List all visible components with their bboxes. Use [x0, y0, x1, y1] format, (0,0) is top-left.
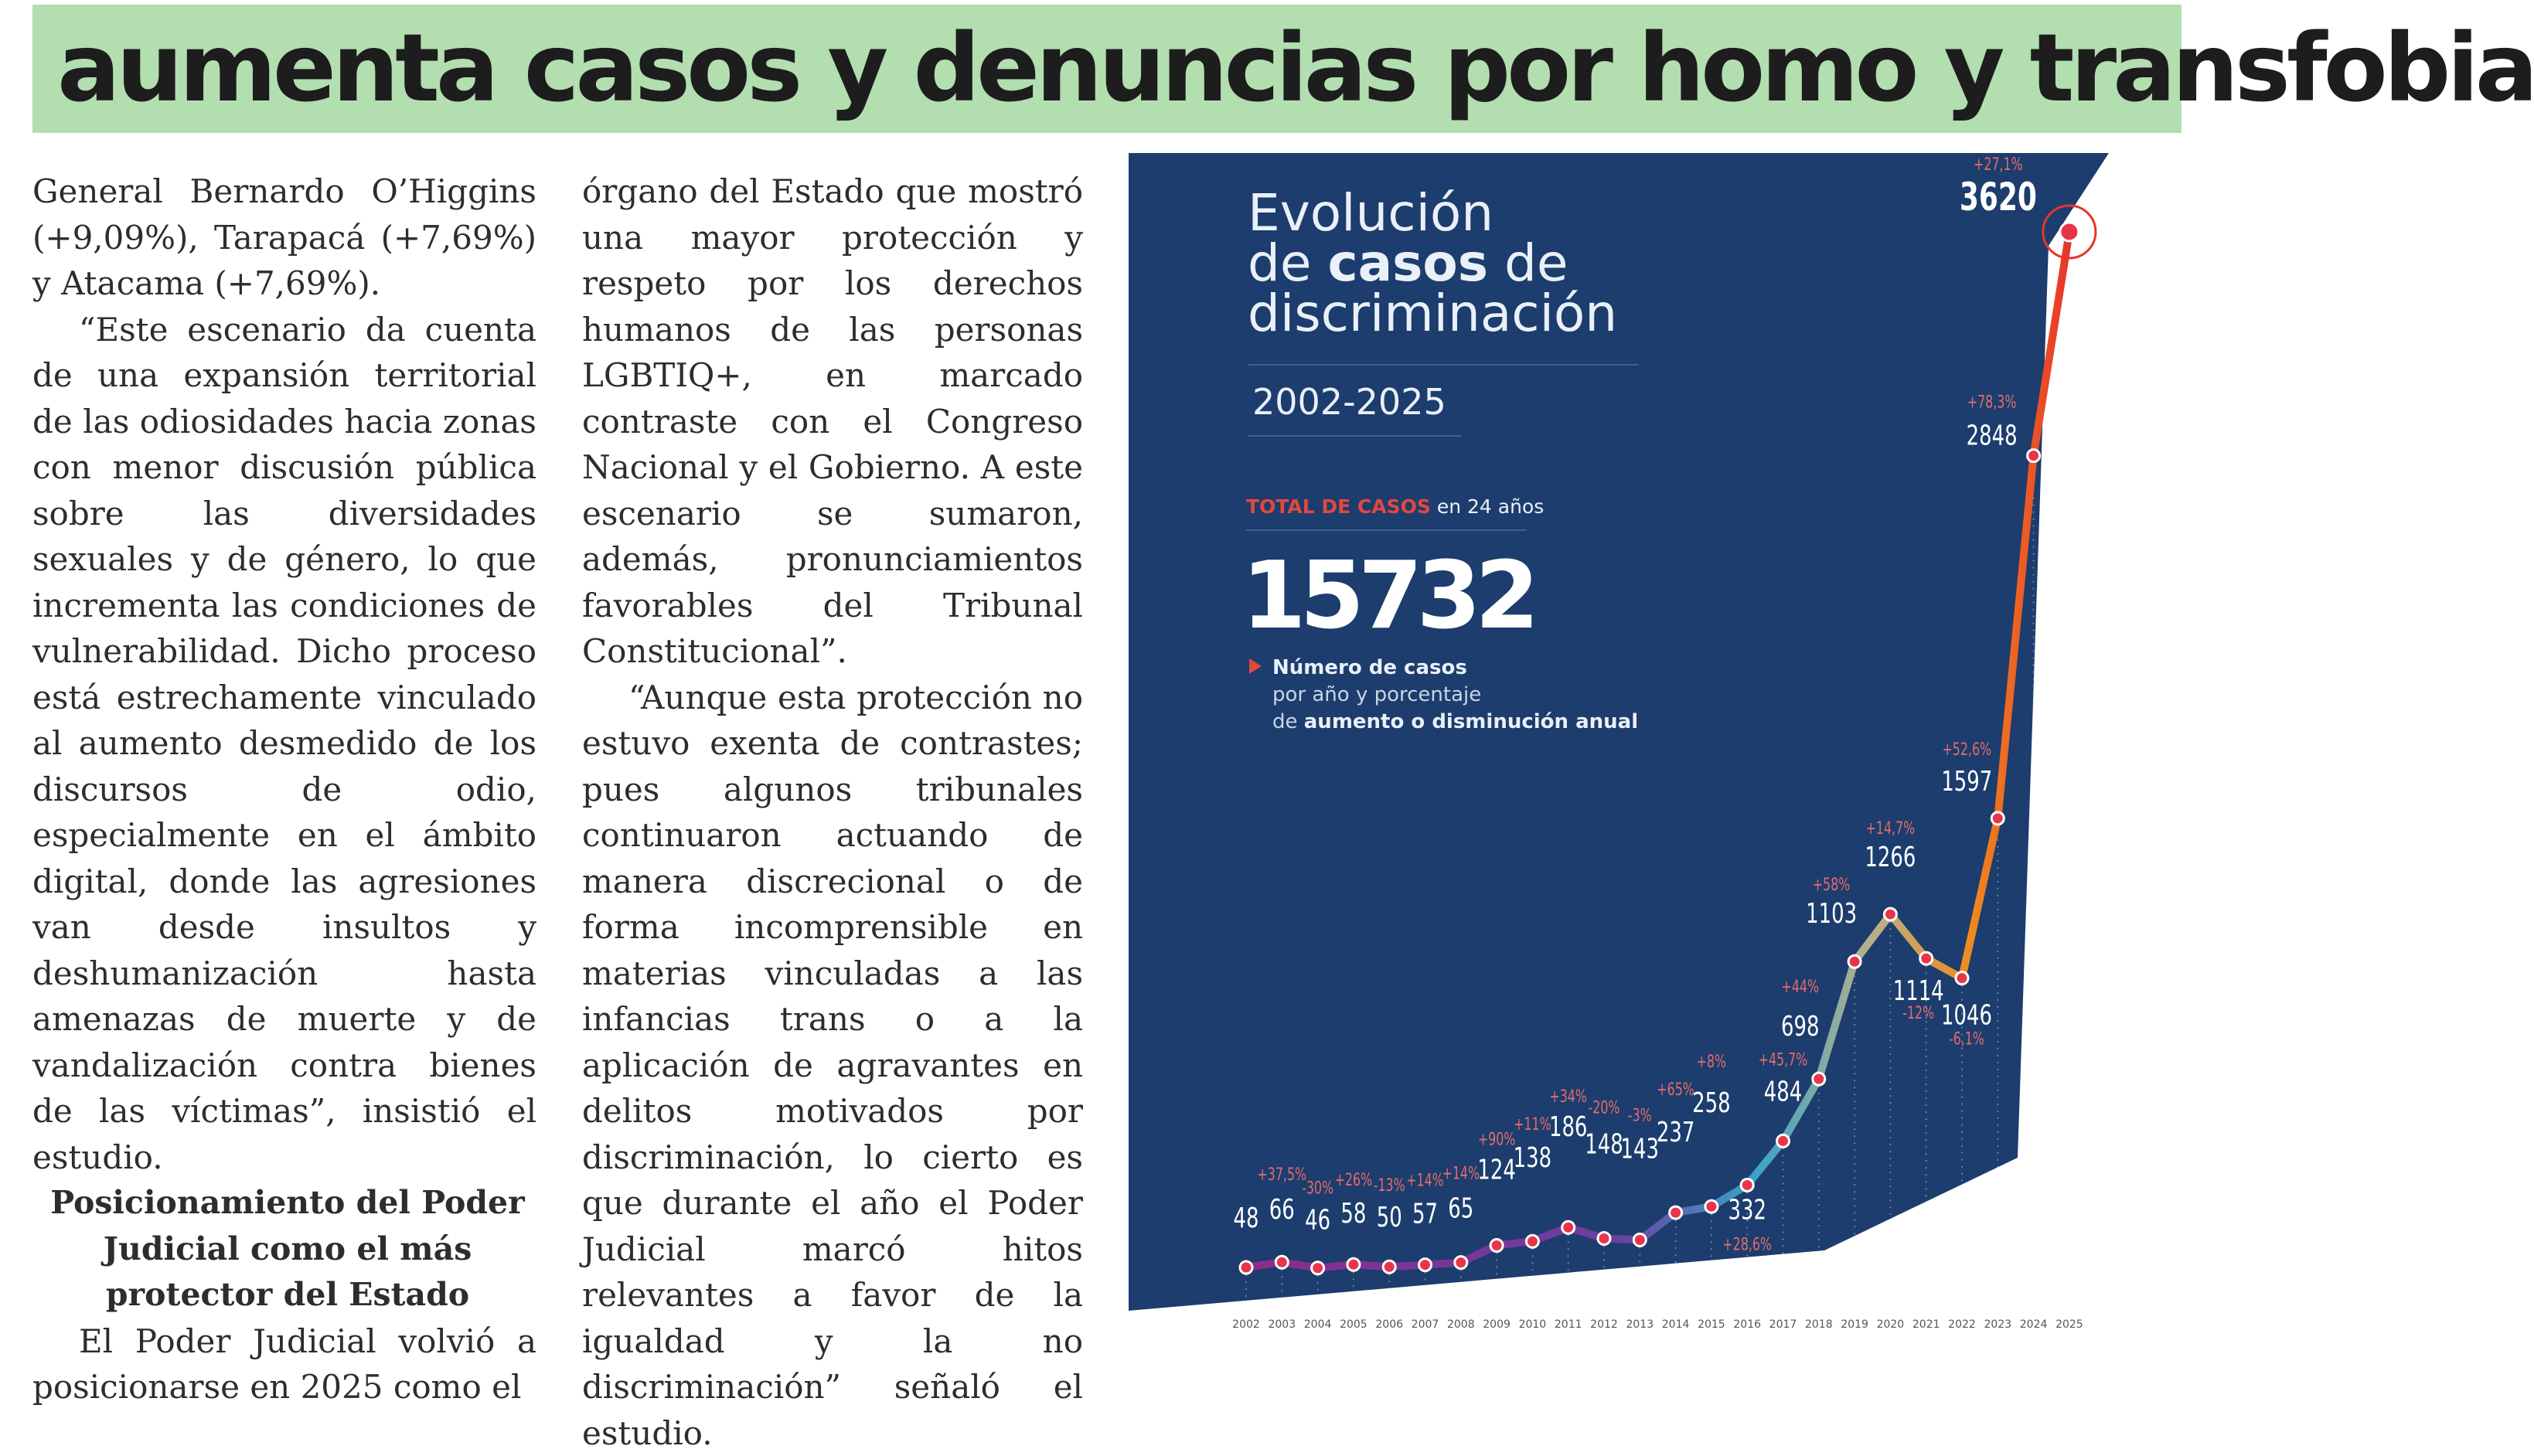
data-point	[1991, 812, 2004, 825]
data-point	[1383, 1260, 1395, 1273]
value-label: 65	[1448, 1192, 1473, 1224]
change-label: +34%	[1549, 1087, 1586, 1107]
value-label: 46	[1305, 1205, 1330, 1237]
data-point	[1276, 1256, 1288, 1268]
value-label: 484	[1764, 1076, 1802, 1107]
year-tick-label: 2007	[1412, 1318, 1439, 1331]
change-label: +78,3%	[1967, 392, 2017, 412]
title-line-3: discriminación	[1248, 284, 1617, 343]
change-label: +37,5%	[1258, 1165, 1307, 1185]
year-tick-label: 2013	[1626, 1318, 1654, 1331]
year-tick-label: 2023	[1984, 1318, 2011, 1331]
legend-line-2: por año y porcentaje	[1272, 683, 1481, 706]
change-label: +44%	[1782, 976, 1819, 996]
change-label: +45,7%	[1759, 1049, 1808, 1070]
title-line-1: Evolución	[1248, 183, 1493, 243]
data-point	[1956, 972, 1968, 985]
change-label: +14%	[1442, 1163, 1480, 1183]
value-label: 1597	[1941, 766, 1992, 798]
data-point	[1347, 1258, 1360, 1271]
value-label: 1103	[1806, 898, 1857, 930]
change-label: +8%	[1697, 1052, 1726, 1072]
year-tick-label: 2004	[1304, 1318, 1332, 1331]
value-label: 58	[1340, 1198, 1366, 1230]
year-tick-label: 2019	[1841, 1318, 1868, 1331]
change-label: +11%	[1514, 1114, 1551, 1135]
year-tick-label: 2008	[1447, 1318, 1475, 1331]
data-point	[1240, 1261, 1252, 1274]
article-paragraph: “Aunque esta protección no estuvo exenta de contrastes; pues algunos tribunales continuaron actuando de manera discrecional o de forma incomprensible en materias vinculadas a las infancias trans o a la aplicación de agravantes en delitos motivados por discriminación, lo cierto es que durante el año el Poder Judicial marcó hitos relevantes a favor de la igualdad y la no discriminación” señaló el estudio.	[582, 675, 1083, 1456]
change-label: +14,7%	[1866, 818, 1916, 838]
data-point	[2060, 223, 2079, 241]
headline-banner	[32, 5, 2181, 133]
change-label: -13%	[1374, 1175, 1405, 1196]
change-label: +28,6%	[1722, 1234, 1772, 1254]
data-point	[1741, 1179, 1753, 1191]
data-point	[1777, 1135, 1790, 1147]
data-point	[2028, 450, 2040, 462]
data-point	[1598, 1232, 1610, 1244]
year-tick-label: 2003	[1268, 1318, 1296, 1331]
value-label: 2848	[1967, 420, 2018, 451]
data-point	[1848, 955, 1861, 968]
data-point	[1455, 1257, 1467, 1269]
value-label: 57	[1412, 1198, 1438, 1230]
value-label: 237	[1657, 1117, 1694, 1148]
change-label: -3%	[1628, 1105, 1652, 1125]
value-label: 138	[1514, 1142, 1551, 1174]
value-label: 186	[1549, 1111, 1587, 1143]
legend-line-1: Número de casos	[1272, 656, 1467, 679]
value-label: 1266	[1865, 842, 1916, 873]
change-label: +58%	[1813, 875, 1850, 895]
value-label: 143	[1621, 1133, 1659, 1165]
year-tick-label: 2005	[1340, 1318, 1367, 1331]
data-point	[1813, 1073, 1825, 1085]
year-tick-label: 2009	[1483, 1318, 1511, 1331]
value-label: 1046	[1941, 999, 1992, 1031]
year-tick-label: 2010	[1519, 1318, 1547, 1331]
period-label: 2002-2025	[1252, 381, 1446, 423]
value-label: 148	[1585, 1128, 1623, 1160]
change-label: +27,1%	[1974, 154, 2023, 174]
change-label: -30%	[1302, 1178, 1333, 1198]
data-point	[1884, 908, 1896, 920]
title-line-2: de casos de	[1248, 233, 1568, 293]
year-tick-label: 2011	[1555, 1318, 1582, 1331]
value-label: 66	[1269, 1194, 1295, 1226]
year-tick-label: 2014	[1662, 1318, 1690, 1331]
legend-line-3: de aumento o disminución anual	[1272, 710, 1638, 733]
discrimination-chart	[1129, 153, 2180, 1359]
article-paragraph: General Bernardo O’Higgins (+9,09%), Tarapacá (+7,69%) y Atacama (+7,69%).	[32, 168, 536, 307]
data-point	[1920, 952, 1933, 964]
change-label: -6,1%	[1949, 1029, 1984, 1049]
data-point	[1312, 1262, 1324, 1274]
infographic	[1129, 153, 2180, 1362]
total-label: TOTAL DE CASOS en 24 años	[1246, 495, 1544, 518]
value-label: 258	[1692, 1087, 1730, 1119]
data-point	[1419, 1259, 1432, 1271]
change-label: +26%	[1335, 1170, 1372, 1190]
year-tick-label: 2015	[1698, 1318, 1725, 1331]
year-tick-label: 2002	[1232, 1318, 1260, 1331]
article-paragraph: El Poder Judicial volvió a posicionarse en 2025 como el	[32, 1318, 536, 1410]
article-column-2	[582, 168, 1083, 1456]
value-label: 50	[1377, 1202, 1402, 1233]
value-label: 698	[1781, 1011, 1819, 1043]
change-label: +14%	[1406, 1170, 1443, 1190]
data-point	[1670, 1206, 1682, 1219]
value-label: 124	[1477, 1154, 1515, 1186]
article-paragraph: órgano del Estado que mostró una mayor protección y respeto por los derechos humanos de las personas LGBTIQ+, en marcado contraste con el Congreso Nacional y el Gobierno. A este escenario se sumaron, además, pronunciamientos favorables del Tribunal Constitucional”.	[582, 168, 1083, 675]
value-label: 1114	[1893, 975, 1944, 1007]
article-paragraph: “Este escenario da cuenta de una expansión territorial de las odiosidades hacia zonas con menor discusión pública sobre las diversidades sexuales y de género, lo que incrementa las condiciones de vulnerabilidad. Dicho proceso está estrechamente vinculado al aumento desmedido de los discursos de odio, especialmente en el ámbito digital, donde las agresiones van desde insultos y deshumanización hasta amenazas de muerte y de vandalización contra bienes de las víctimas”, insistió el estudio.	[32, 307, 536, 1181]
change-label: +90%	[1478, 1129, 1515, 1149]
year-tick-label: 2022	[1948, 1318, 1976, 1331]
data-point	[1705, 1200, 1718, 1213]
data-point	[1633, 1233, 1646, 1246]
data-point	[1562, 1221, 1575, 1233]
change-label: +52,6%	[1943, 739, 1992, 759]
value-label: 48	[1234, 1203, 1259, 1234]
year-tick-label: 2024	[2020, 1318, 2048, 1331]
data-point	[1490, 1239, 1503, 1251]
value-label: 332	[1728, 1194, 1766, 1226]
year-tick-label: 2021	[1912, 1318, 1940, 1331]
year-tick-label: 2025	[2055, 1318, 2083, 1331]
article-column-1	[32, 168, 536, 1410]
data-point	[1526, 1235, 1538, 1247]
change-label: +65%	[1657, 1079, 1694, 1099]
headline: aumenta casos y denuncias por homo y transfobia	[57, 11, 2534, 127]
year-tick-label: 2012	[1590, 1318, 1618, 1331]
year-tick-label: 2017	[1769, 1318, 1797, 1331]
year-tick-label: 2020	[1877, 1318, 1905, 1331]
change-label: -20%	[1589, 1097, 1620, 1118]
article-subheading: Posicionamiento del Poder Judicial como el más protector del Estado	[32, 1180, 536, 1318]
value-label: 3620	[1960, 175, 2037, 219]
year-tick-label: 2016	[1733, 1318, 1761, 1331]
total-value: 15732	[1241, 543, 1533, 650]
year-tick-label: 2018	[1805, 1318, 1833, 1331]
change-label: -12%	[1902, 1002, 1934, 1022]
year-tick-label: 2006	[1375, 1318, 1403, 1331]
